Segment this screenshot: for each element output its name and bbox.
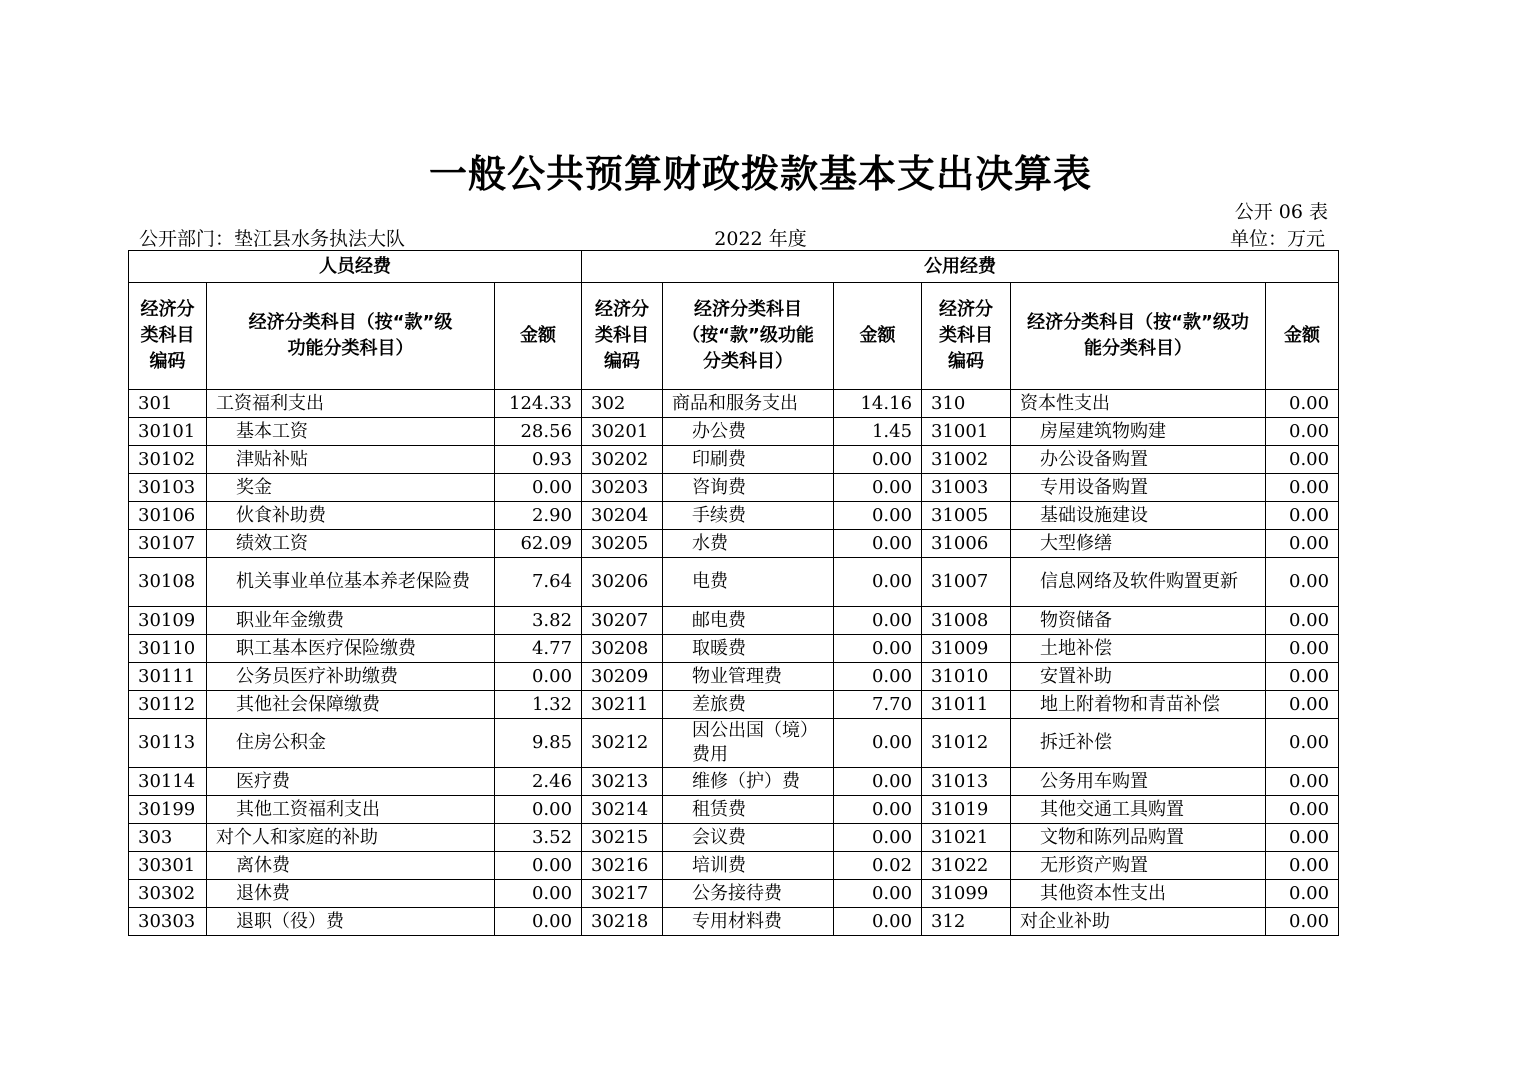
code-cell: 30102 [129,446,207,474]
code-cell: 30114 [129,768,207,796]
table-row [129,852,1339,880]
amount-cell: 0.00 [1266,880,1339,908]
item-name-cell: 会议费 [663,824,834,852]
item-name-cell: 培训费 [663,852,834,880]
table-row [129,824,1339,852]
table-row [129,558,1339,607]
amount-cell: 7.70 [834,691,922,719]
code-cell: 30303 [129,908,207,936]
item-name-cell: 大型修缮 [1011,530,1266,558]
table-number: 公开 06 表 [1234,201,1328,223]
item-name-cell: 医疗费 [207,768,495,796]
code-cell: 31011 [922,691,1011,719]
amount-cell: 0.00 [1266,719,1339,768]
code-cell: 30301 [129,852,207,880]
item-name-cell: 文物和陈列品购置 [1011,824,1266,852]
item-name-cell: 对个人和家庭的补助 [207,824,495,852]
amount-cell: 0.00 [834,796,922,824]
code-cell: 31002 [922,446,1011,474]
item-name-cell: 租赁费 [663,796,834,824]
item-name-cell: 电费 [663,558,834,607]
amount-cell: 0.00 [1266,502,1339,530]
item-name-cell: 办公设备购置 [1011,446,1266,474]
amount-cell: 3.82 [495,607,582,635]
item-name-cell: 公务接待费 [663,880,834,908]
item-name-cell: 专用设备购置 [1011,474,1266,502]
code-cell: 30213 [582,768,663,796]
code-cell: 30113 [129,719,207,768]
amount-cell: 0.00 [834,719,922,768]
amount-cell: 14.16 [834,390,922,418]
expenditure-table [128,250,1339,936]
fiscal-year-label: 2022 年度 [714,228,807,250]
item-name-cell: 公务员医疗补助缴费 [207,663,495,691]
unit-label: 单位：万元 [1229,228,1325,250]
code-cell: 31099 [922,880,1011,908]
item-name-cell: 基本工资 [207,418,495,446]
item-name-cell: 离休费 [207,852,495,880]
code-cell: 31010 [922,663,1011,691]
code-cell: 30211 [582,691,663,719]
amount-cell: 0.00 [1266,390,1339,418]
group-personnel: 人员经费 [129,251,582,283]
code-cell: 30101 [129,418,207,446]
group-public: 公用经费 [582,251,1339,283]
item-name-cell: 咨询费 [663,474,834,502]
item-name-cell: 手续费 [663,502,834,530]
table-row [129,474,1339,502]
item-name-cell: 安置补助 [1011,663,1266,691]
amount-cell: 0.00 [1266,824,1339,852]
code-cell: 31007 [922,558,1011,607]
code-cell: 30206 [582,558,663,607]
item-name-cell: 因公出国（境）费用 [663,719,834,768]
code-cell: 31013 [922,768,1011,796]
item-name-cell: 津贴补贴 [207,446,495,474]
table-row [129,607,1339,635]
item-name-cell: 工资福利支出 [207,390,495,418]
amount-cell: 0.00 [834,530,922,558]
table-row [129,691,1339,719]
amount-cell: 0.00 [495,663,582,691]
code-cell: 301 [129,390,207,418]
item-name-cell: 维修（护）费 [663,768,834,796]
code-cell: 30107 [129,530,207,558]
table-row [129,663,1339,691]
code-cell: 310 [922,390,1011,418]
code-cell: 30209 [582,663,663,691]
item-name-cell: 其他资本性支出 [1011,880,1266,908]
header-name: 经济分类科目（按“款”级功能分类科目） [1011,283,1266,390]
code-cell: 30218 [582,908,663,936]
amount-cell: 0.00 [1266,663,1339,691]
header-name: 经济分类科目（按“款”级功能分类科目） [207,283,495,390]
item-name-cell: 土地补偿 [1011,635,1266,663]
code-cell: 30201 [582,418,663,446]
amount-cell: 0.00 [495,796,582,824]
amount-cell: 9.85 [495,719,582,768]
amount-cell: 0.00 [834,824,922,852]
table-row [129,530,1339,558]
amount-cell: 0.00 [1266,418,1339,446]
item-name-cell: 办公费 [663,418,834,446]
code-cell: 31006 [922,530,1011,558]
item-name-cell: 取暖费 [663,635,834,663]
item-name-cell: 对企业补助 [1011,908,1266,936]
item-name-cell: 水费 [663,530,834,558]
item-name-cell: 公务用车购置 [1011,768,1266,796]
item-name-cell: 物业管理费 [663,663,834,691]
table-row [129,446,1339,474]
code-cell: 30112 [129,691,207,719]
amount-cell: 28.56 [495,418,582,446]
item-name-cell: 商品和服务支出 [663,390,834,418]
amount-cell: 0.00 [834,558,922,607]
amount-cell: 0.00 [1266,635,1339,663]
amount-cell: 0.00 [1266,908,1339,936]
item-name-cell: 住房公积金 [207,719,495,768]
code-cell: 31008 [922,607,1011,635]
code-cell: 31022 [922,852,1011,880]
item-name-cell: 职工基本医疗保险缴费 [207,635,495,663]
amount-cell: 0.00 [495,880,582,908]
amount-cell: 0.00 [1266,474,1339,502]
code-cell: 30212 [582,719,663,768]
item-name-cell: 其他工资福利支出 [207,796,495,824]
header-code: 经济分类科目编码 [582,283,663,390]
table-row [129,635,1339,663]
amount-cell: 0.00 [1266,530,1339,558]
item-name-cell: 差旅费 [663,691,834,719]
item-name-cell: 职业年金缴费 [207,607,495,635]
amount-cell: 0.00 [834,446,922,474]
item-name-cell: 其他社会保障缴费 [207,691,495,719]
amount-cell: 3.52 [495,824,582,852]
code-cell: 30108 [129,558,207,607]
code-cell: 30106 [129,502,207,530]
item-name-cell: 其他交通工具购置 [1011,796,1266,824]
amount-cell: 0.00 [834,880,922,908]
amount-cell: 0.00 [834,663,922,691]
amount-cell: 0.00 [834,768,922,796]
table-row [129,908,1339,936]
item-name-cell: 绩效工资 [207,530,495,558]
code-cell: 30215 [582,824,663,852]
header-code: 经济分类科目编码 [922,283,1011,390]
item-name-cell: 信息网络及软件购置更新 [1011,558,1266,607]
header-name: 经济分类科目（按“款”级功能分类科目） [663,283,834,390]
code-cell: 30216 [582,852,663,880]
table-row [129,880,1339,908]
amount-cell: 0.00 [495,852,582,880]
code-cell: 31005 [922,502,1011,530]
code-cell: 30217 [582,880,663,908]
code-cell: 303 [129,824,207,852]
item-name-cell: 物资储备 [1011,607,1266,635]
amount-cell: 7.64 [495,558,582,607]
item-name-cell: 邮电费 [663,607,834,635]
amount-cell: 0.00 [495,908,582,936]
code-cell: 30207 [582,607,663,635]
table-row [129,719,1339,768]
amount-cell: 2.46 [495,768,582,796]
code-cell: 30110 [129,635,207,663]
code-cell: 30109 [129,607,207,635]
item-name-cell: 基础设施建设 [1011,502,1266,530]
item-name-cell: 房屋建筑物购建 [1011,418,1266,446]
amount-cell: 0.00 [1266,558,1339,607]
table-row [129,502,1339,530]
header-amount: 金额 [495,283,582,390]
table-row [129,390,1339,418]
code-cell: 31012 [922,719,1011,768]
item-name-cell: 专用材料费 [663,908,834,936]
amount-cell: 0.93 [495,446,582,474]
amount-cell: 0.00 [834,502,922,530]
amount-cell: 0.00 [495,474,582,502]
header-amount: 金额 [834,283,922,390]
amount-cell: 0.00 [1266,446,1339,474]
amount-cell: 2.90 [495,502,582,530]
code-cell: 31001 [922,418,1011,446]
code-cell: 30208 [582,635,663,663]
department-label: 公开部门：垫江县水务执法大队 [139,228,406,250]
code-cell: 30302 [129,880,207,908]
amount-cell: 0.00 [1266,852,1339,880]
amount-cell: 0.00 [834,607,922,635]
item-name-cell: 伙食补助费 [207,502,495,530]
item-name-cell: 无形资产购置 [1011,852,1266,880]
code-cell: 30203 [582,474,663,502]
amount-cell: 0.00 [1266,607,1339,635]
code-cell: 30111 [129,663,207,691]
amount-cell: 0.00 [1266,796,1339,824]
table-row [129,768,1339,796]
item-name-cell: 资本性支出 [1011,390,1266,418]
code-cell: 30199 [129,796,207,824]
code-cell: 31019 [922,796,1011,824]
amount-cell: 62.09 [495,530,582,558]
amount-cell: 0.00 [834,474,922,502]
item-name-cell: 印刷费 [663,446,834,474]
amount-cell: 0.00 [834,908,922,936]
header-code: 经济分类科目编码 [129,283,207,390]
item-name-cell: 拆迁补偿 [1011,719,1266,768]
item-name-cell: 机关事业单位基本养老保险费 [207,558,495,607]
amount-cell: 0.02 [834,852,922,880]
code-cell: 31009 [922,635,1011,663]
amount-cell: 124.33 [495,390,582,418]
table-row [129,418,1339,446]
item-name-cell: 奖金 [207,474,495,502]
code-cell: 31003 [922,474,1011,502]
item-name-cell: 退职（役）费 [207,908,495,936]
code-cell: 30214 [582,796,663,824]
amount-cell: 1.32 [495,691,582,719]
code-cell: 312 [922,908,1011,936]
page-title: 一般公共预算财政拨款基本支出决算表 [428,152,1092,196]
code-cell: 30103 [129,474,207,502]
code-cell: 30204 [582,502,663,530]
code-cell: 30202 [582,446,663,474]
amount-cell: 0.00 [1266,768,1339,796]
amount-cell: 4.77 [495,635,582,663]
amount-cell: 0.00 [834,635,922,663]
code-cell: 302 [582,390,663,418]
item-name-cell: 退休费 [207,880,495,908]
item-name-cell: 地上附着物和青苗补偿 [1011,691,1266,719]
header-amount: 金额 [1266,283,1339,390]
amount-cell: 0.00 [1266,691,1339,719]
table-row [129,796,1339,824]
amount-cell: 1.45 [834,418,922,446]
code-cell: 30205 [582,530,663,558]
code-cell: 31021 [922,824,1011,852]
